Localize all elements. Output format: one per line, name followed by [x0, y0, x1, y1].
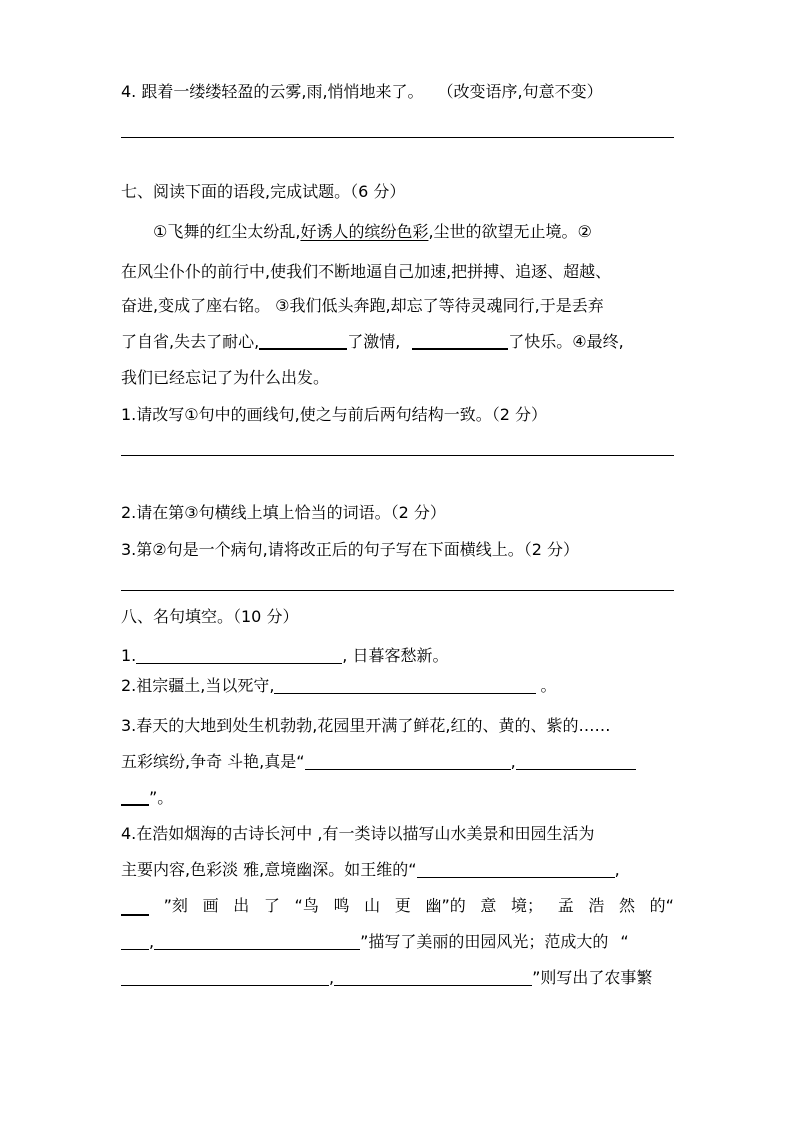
item3-l2-pre: 五彩缤纷,争奇 斗艳,真是“ [121, 752, 305, 771]
item1-blank[interactable] [136, 647, 342, 664]
answer-line-q4[interactable] [121, 137, 674, 138]
poem-item-4-line-3 [121, 896, 674, 916]
item4-l3-a: ”刻 [163, 896, 188, 915]
item4-blank-1-cont[interactable] [121, 898, 149, 916]
q4-rewrite-line [121, 82, 603, 102]
q4-rewrite-note: （改变语序,句意不变） [437, 82, 603, 101]
item2-end: 。 [540, 676, 557, 695]
poem-item-4-line-2 [121, 860, 620, 880]
item4-l3-c: 出 [233, 896, 250, 915]
item1-text: 日暮客愁新。 [347, 646, 449, 665]
passage-l4-c: 了快乐。④最终, [508, 332, 624, 351]
section8-title: 八、名句填空。（10 分） [121, 607, 299, 626]
item4-l3-i: 幽”的 [425, 896, 466, 915]
item4-l3-j: 意 [480, 896, 497, 915]
item1-num: 1. [121, 646, 137, 665]
passage-line-1 [121, 222, 674, 242]
answer-line-q1[interactable] [121, 455, 674, 456]
section7-title: 七、阅读下面的语段,完成试题。（6 分） [121, 182, 406, 201]
item4-l5-comma: , [329, 968, 335, 987]
item3-blank-1[interactable] [305, 753, 511, 770]
item4-blank-2[interactable] [121, 933, 149, 950]
passage-line-3 [121, 296, 674, 316]
poem-item-3-line-3 [121, 788, 173, 808]
item4-l3-g: 山 [364, 896, 381, 915]
item4-l4-mid: ”描写了美丽的田园风光；范成大的 [360, 932, 609, 951]
poem-item-4-line-5 [121, 968, 652, 988]
poem-item-1 [121, 646, 448, 666]
section7-q1: 1.请改写①句中的画线句,使之与前后两句结构一致。（2 分） [121, 405, 547, 424]
item4-l3-h: 更 [394, 896, 411, 915]
passage-line-2 [121, 262, 674, 282]
fill-blank-2[interactable] [412, 332, 508, 350]
poem-item-3-line-2 [121, 752, 636, 772]
passage-l3: 奋进,变成了座右铭。 ③我们低头奔跑,却忘了等待灵魂同行,于是丢弃 [121, 296, 604, 315]
item4-l2-comma: , [614, 860, 620, 879]
item4-l3-n: 然 [619, 896, 636, 915]
passage-l4-b: 了激情, [347, 332, 401, 351]
q4-rewrite-text: 4. 跟着一缕缕轻盈的云雾,雨,悄悄地来了。 [121, 82, 424, 101]
passage-l4-a: 了自省,失去了耐心, [121, 332, 260, 351]
item2-text: 2.祖宗疆土,当以死守, [121, 676, 275, 695]
item2-blank[interactable] [274, 677, 536, 694]
item4-blank-5[interactable] [334, 969, 532, 986]
passage-l1-post: ,尘世的欲望无止境。② [428, 222, 592, 241]
item1-comma: , [342, 646, 348, 665]
item3-l2-comma: , [510, 752, 516, 771]
item3-l3-end: ”。 [149, 788, 174, 807]
underlined-sentence: 好诱人的缤纷色彩 [300, 222, 429, 241]
fill-blank-1[interactable] [259, 332, 347, 350]
passage-l1-pre: ①飞舞的红尘太纷乱, [153, 222, 301, 241]
item4-blank-1[interactable] [417, 861, 615, 878]
passage-line-5: 我们已经忘记了为什么出发。 [121, 368, 330, 387]
item4-l2-pre: 主要内容,色彩淡 雅,意境幽深。如王维的“ [121, 860, 417, 879]
item4-l3-k: 境； [511, 896, 544, 915]
poem-item-4-line-4 [121, 932, 629, 952]
item4-blank-4[interactable] [121, 969, 329, 986]
item4-l3-f: 鸣 [333, 896, 350, 915]
item3-blank-2-cont[interactable] [121, 788, 149, 806]
item4-l3-o: 的“ [649, 896, 674, 915]
item4-l3-e: “鸟 [294, 896, 319, 915]
passage-l2: 在风尘仆仆的前行中,使我们不断地逼自己加速,把拼搏、追逐、超越、 [121, 262, 612, 281]
item4-l3-m: 浩 [588, 896, 605, 915]
item4-l4-comma: , [149, 932, 155, 951]
item3-blank-2[interactable] [516, 753, 636, 770]
section7-q2: 2.请在第③句横线上填上恰当的词语。（2 分） [121, 503, 446, 522]
poem-item-4-line-1 [121, 824, 674, 844]
item4-l5-end: ”则写出了农事繁 [532, 968, 653, 987]
section7-q3: 3.第②句是一个病句,请将改正后的句子写在下面横线上。（2 分） [121, 540, 579, 559]
item4-l3-l: 孟 [557, 896, 574, 915]
item3-l1: 3.春天的大地到处生机勃勃,花园里开满了鲜花,红的、黄的、紫的…… [121, 716, 611, 735]
item4-l4-quote: “ [620, 932, 629, 951]
item4-blank-3[interactable] [154, 933, 360, 950]
item4-l3-d: 了 [263, 896, 280, 915]
answer-line-q3[interactable] [121, 590, 674, 591]
item4-l3-b: 画 [202, 896, 219, 915]
item4-l1: 4.在浩如烟海的古诗长河中 ,有一类诗以描写山水美景和田园生活为 [121, 824, 595, 843]
passage-line-4 [121, 332, 624, 352]
poem-item-3-line-1 [121, 716, 674, 736]
poem-item-2 [121, 676, 556, 696]
